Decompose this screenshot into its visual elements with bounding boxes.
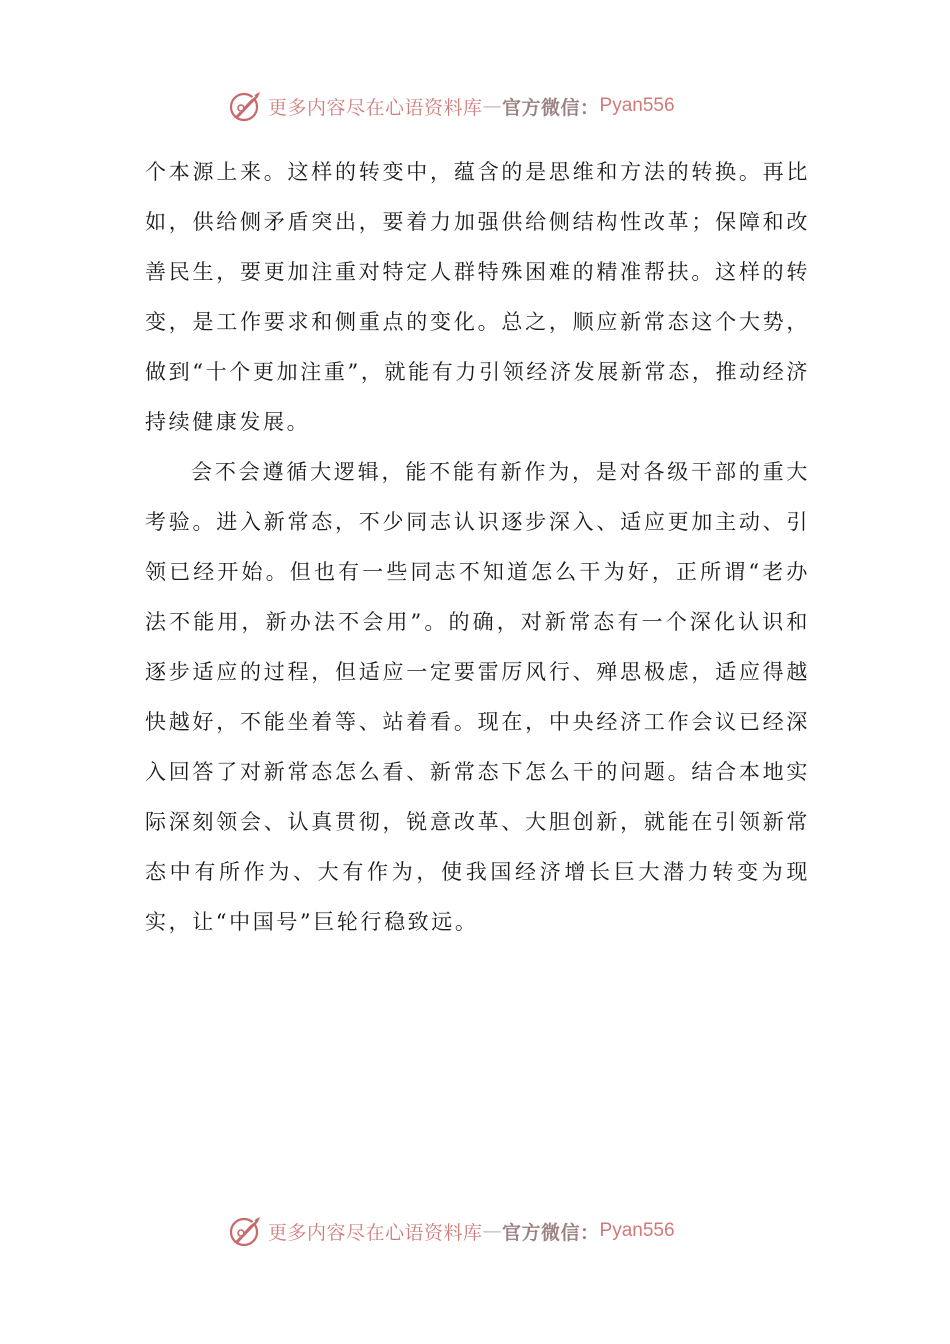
watermark-separator: — bbox=[482, 1220, 503, 1242]
watermark-wechat-label: 官方微信： bbox=[502, 96, 600, 119]
watermark-wechat-id: Pyan556 bbox=[599, 1220, 675, 1241]
watermark-wechat-id: Pyan556 bbox=[599, 95, 675, 116]
watermark-site-text: 更多内容尽在心语资料库 bbox=[268, 96, 483, 119]
paragraph-2: 会不会遵循大逻辑，能不能有新作为，是对各级干部的重大考验。进入新常态，不少同志认识逐步深入、适应更加主动、引领已经开始。但也有一些同志不知道怎么干为好，正所谓“老办法不能用，新办法不会用”。的确，对新常态有一个深化认识和逐步适应的过程，但适应一定要雷厉风行、殚思极虑，适应得越快越好，不能坐着等、站着看。现在，中央经济工作会议已经深入回答了对新常态怎么看、新常态下怎么干的问题。结合本地实际深刻领会、认真贯彻，锐意改革、大胆创新，就能在引领新常态中有所作为、大有作为，使我国经济增长巨大潜力转变为现实，让“中国号”巨轮行稳致远。 bbox=[145, 460, 810, 934]
header-watermark bbox=[228, 86, 748, 126]
footer-watermark bbox=[228, 1211, 748, 1251]
watermark-site-text: 更多内容尽在心语资料库 bbox=[268, 1221, 483, 1244]
document-body bbox=[145, 147, 810, 947]
quill-logo-icon bbox=[228, 1213, 264, 1249]
quill-logo-icon bbox=[228, 88, 264, 124]
watermark-separator: — bbox=[482, 95, 503, 117]
paragraph-1: 个本源上来。这样的转变中，蕴含的是思维和方法的转换。再比如，供给侧矛盾突出，要着力加强供给侧结构性改革；保障和改善民生，要更加注重对特定人群特殊困难的精准帮扶。这样的转变，是工作要求和侧重点的变化。总之，顺应新常态这个大势，做到“十个更加注重”，就能有力引领经济发展新常态，推动经济持续健康发展。 bbox=[145, 160, 810, 434]
watermark-wechat-label: 官方微信： bbox=[502, 1221, 600, 1244]
